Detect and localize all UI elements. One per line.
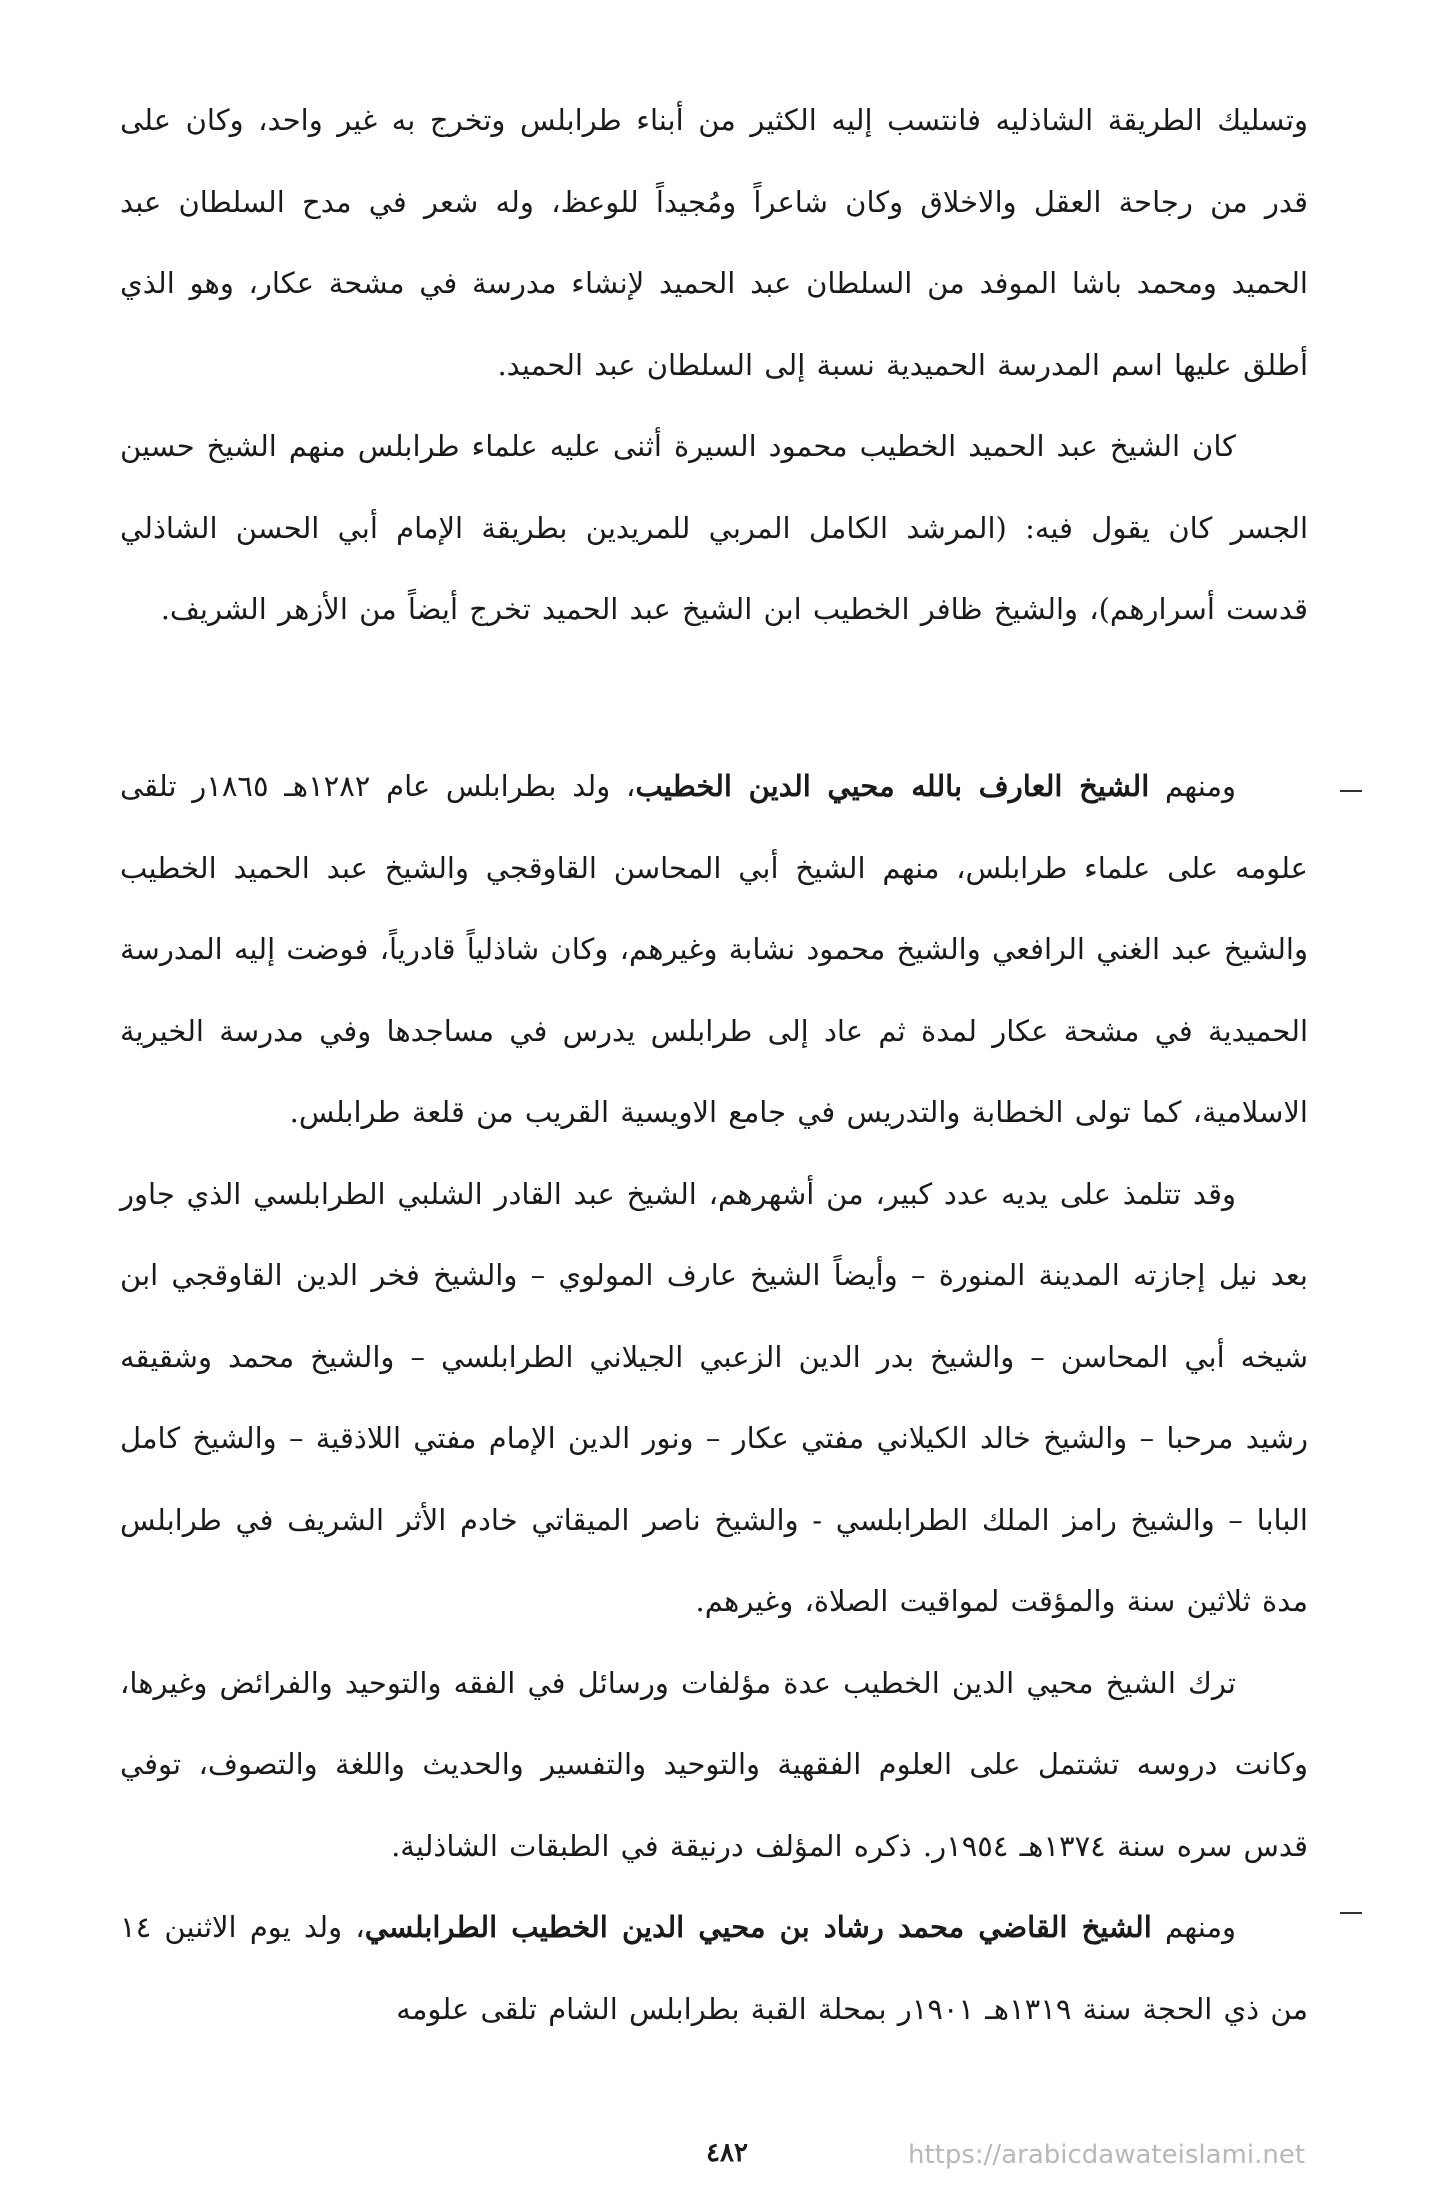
text-block-top <box>120 80 1308 651</box>
entry-1-text: ، ولد بطرابلس عام ١٢٨٢هـ ١٨٦٥ر تلقى علومه على علماء طرابلس، منهم الشيخ أبي المحاسن القاوقجي والشيخ عبد الحميد الخطيب والشيخ عبد الغني الرافعي والشيخ محمود نشابة وغيرهم، وكان شاذلياً قادرياً، فوضت إليه المدرسة الحميدية في مشحة عكار لمدة ثم عاد إلى طرابلس يدرس في مساجدها وفي مدرسة الخيرية الاسلامية، كما تولى الخطابة والتدريس في جامع الاويسية القريب من قلعة طرابلس. <box>120 769 1308 1129</box>
entry-1 <box>120 746 1308 1154</box>
entry-2-text: ، ولد يوم الاثنين ١٤ من ذي الحجة سنة ١٣١٩هـ ١٩٠١ر بمحلة القبة بطرابلس الشام تلقى علومه <box>120 1910 1308 2026</box>
entry-2-prefix: ومنهم <box>1151 1910 1236 1944</box>
entry-2-name: الشيخ القاضي محمد رشاد بن محيي الدين الخطيب الطرابلسي <box>364 1910 1152 1944</box>
page-number: ٤٨٢ <box>706 2138 748 2168</box>
paragraph-1: وتسليك الطريقة الشاذليه فانتسب إليه الكثير من أبناء طرابلس وتخرج به غير واحد، وكان على قدر من رجاحة العقل والاخلاق وكان شاعراً ومُجيداً للوعظ، وله شعر في مدح السلطان عبد الحميد ومحمد باشا الموفد من السلطان عبد الحميد لإنشاء مدرسة في مشحة عكار، وهو الذي أطلق عليها اسم المدرسة الحميدية نسبة إلى السلطان عبد الحميد. <box>120 103 1308 382</box>
text-block-bottom <box>120 746 1308 2050</box>
entry-1-prefix: ومنهم <box>1149 769 1236 803</box>
paragraph-4: ترك الشيخ محيي الدين الخطيب عدة مؤلفات ورسائل في الفقه والتوحيد والفرائض وغيرها، وكانت دروسه تشتمل على العلوم الفقهية والتوحيد والتفسير والحديث واللغة والتصوف، توفي قدس سره سنة ١٣٧٤هـ ١٩٥٤ر. ذكره المؤلف درنيقة في الطبقات الشاذلية. <box>120 1665 1308 1863</box>
entry-1-name: الشيخ العارف بالله محيي الدين الخطيب <box>635 769 1150 803</box>
paragraph-3: وقد تتلمذ على يديه عدد كبير، من أشهرهم، الشيخ عبد القادر الشلبي الطرابلسي الذي جاور بعد نيل إجازته المدينة المنورة – وأيضاً الشيخ عارف المولوي – والشيخ فخر الدين القاوقجي ابن شيخه أبي المحاسن – والشيخ بدر الدين الزعبي الجيلاني الطرابلسي – والشيخ محمد وشقيقه رشيد مرحبا – والشيخ خالد الكيلاني مفتي عكار – ونور الدين الإمام مفتي اللاذقية – والشيخ كامل البابا – والشيخ رامز الملك الطرابلسي - والشيخ ناصر الميقاتي خادم الأثر الشريف في طرابلس مدة ثلاثين سنة والمؤقت لمواقيت الصلاة، وغيرهم. <box>120 1176 1308 1618</box>
entry-dash-1 <box>1340 790 1362 792</box>
paragraph-2: كان الشيخ عبد الحميد الخطيب محمود السيرة أثنى عليه علماء طرابلس منهم الشيخ حسين الجسر كان يقول فيه: (المرشد الكامل المربي للمريدين بطريقة الإمام أبي الحسن الشاذلي قدست أسرارهم)، والشيخ ظافر الخطيب ابن الشيخ عبد الحميد تخرج أيضاً من الأزهر الشريف. <box>120 429 1308 626</box>
entry-dash-2 <box>1340 1912 1362 1914</box>
entry-2 <box>120 1887 1308 2050</box>
watermark-url: https://arabicdawateislami.net <box>908 2140 1306 2170</box>
